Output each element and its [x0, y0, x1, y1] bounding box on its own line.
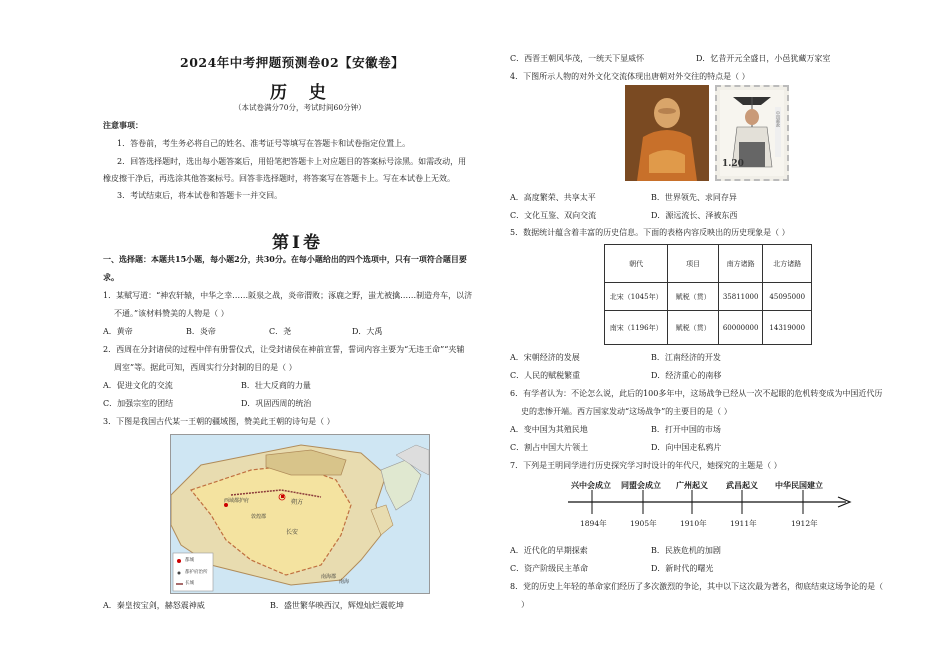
score-note: （本试卷满分70分，考试时间60分钟）	[234, 103, 366, 112]
q1-option-a: A．黄帝	[103, 327, 133, 336]
territory-map	[170, 434, 430, 594]
timeline-event: 同盟会成立	[621, 480, 661, 490]
subject-title: 历 史	[270, 83, 334, 103]
map-label: 西域都护府	[224, 498, 250, 504]
note-item: 橡皮擦干净后，再选涂其他答案标号。回答非选择题时，将答案写在答题卡上。写在本试卷上无效。	[103, 174, 455, 183]
stamp-value: 1.20	[722, 159, 744, 169]
timeline-year: 1894年	[580, 519, 607, 528]
legend-label: 长城	[185, 581, 194, 586]
table-header: 项目	[668, 245, 718, 283]
timeline-event: 广州起义	[676, 480, 708, 490]
timeline-year: 1911年	[730, 519, 757, 528]
statue-graphic	[625, 85, 709, 181]
question-8-text: ）	[521, 600, 529, 609]
q3-option-d: D．忆昔开元全盛日，小邑犹藏万家室	[696, 54, 831, 63]
q2-option-d: D．巩固西周的统治	[241, 399, 312, 408]
q1-option-b: B．炎帝	[186, 327, 216, 336]
legend-label: 都护府治所	[185, 570, 208, 575]
q6-option-c: C．割占中国大片领土	[510, 443, 589, 452]
q1-option-c: C．尧	[269, 327, 292, 336]
q6-option-a: A．变中国为其殖民地	[510, 425, 588, 434]
timeline-event: 武昌起义	[726, 480, 758, 490]
q2-option-c: C．加强宗室的团结	[103, 399, 174, 408]
section-intro: 一、选择题：本题共15小题，每小题2分，共30分。在每小题给出的四个选项中，只有一项符合题目要	[103, 254, 467, 264]
timeline-year: 1910年	[680, 519, 707, 528]
table-cell: 45095000	[763, 283, 812, 311]
question-7-text: 7．下列是王明同学进行历史探究学习时设计的年代尺，她探究的主题是（ ）	[510, 461, 782, 470]
table-cell: 60000000	[718, 311, 763, 345]
table-cell: 14319000	[763, 311, 812, 345]
section-title: 第Ⅰ卷	[272, 233, 323, 253]
table-cell: 赋税（贯）	[668, 283, 718, 311]
table-header: 南方诸路	[718, 245, 763, 283]
map-label: 长安	[286, 529, 299, 536]
q5-option-c: C．人民的赋税繁重	[510, 371, 581, 380]
q7-option-c: C．资产阶级民主革命	[510, 564, 589, 573]
question-6-text: 史的悲惨开端。西方国家发动“这场战争”的主要目的是（ ）	[521, 407, 732, 416]
table-row	[605, 311, 812, 345]
timeline-year: 1905年	[630, 519, 657, 528]
table-header: 北方诸路	[763, 245, 812, 283]
map-graphic	[171, 435, 429, 593]
timeline	[562, 476, 854, 536]
section-intro: 求。	[103, 272, 119, 282]
question-6-text: 6．有学者认为：不论怎么说，此后的100多年中，这场战争已经从一次不起眼的危机转变成为中国近代历	[510, 389, 883, 398]
q7-option-a: A．近代化的早期探索	[510, 546, 588, 555]
map-label: 南海郡	[321, 574, 337, 580]
table-cell: 北宋（1045年）	[605, 283, 668, 311]
q6-option-d: D．向中国走私鸦片	[651, 443, 722, 452]
q4-option-a: A．高度繁荣、共享太平	[510, 193, 596, 202]
question-5-text: 5．数据统计蕴含着丰富的历史信息。下面的表格内容反映出的历史现象是（ ）	[510, 228, 790, 237]
q5-option-d: D．经济重心的南移	[651, 371, 722, 380]
svg-text:南海: 南海	[339, 579, 350, 585]
question-3-text: 3．下图是我国古代某一王朝的疆域图，赞美此王朝的诗句是（ ）	[103, 417, 335, 426]
table-row	[605, 283, 812, 311]
q2-option-b: B．壮大反商的力量	[241, 381, 311, 390]
table-cell: 赋税（贯）	[668, 311, 718, 345]
q7-option-d: D．新时代的曙光	[651, 564, 714, 573]
q4-option-d: D．源远流长、泽被东西	[651, 211, 738, 220]
stamp-country: 中国邮政	[776, 111, 781, 127]
q4-option-c: C．文化互鉴、双向交流	[510, 211, 597, 220]
question-1-text: 不通。”该材料赞美的人物是（ ）	[114, 309, 229, 318]
tax-table	[604, 244, 812, 345]
note-item: 3．考试结束后，将本试卷和答题卡一并交回。	[117, 191, 283, 200]
question-1-text: 1．某赋写道：“神农轩辕，中华之幸……阪泉之战，炎帝渭败；涿鹿之野，蚩尤被擒……制造舟车，以济	[103, 291, 473, 300]
table-cell: 35811000	[718, 283, 763, 311]
q6-option-b: B．打开中国的市场	[651, 425, 721, 434]
question-2-text: 周室”等。据此可知，西周实行分封制的目的是（ ）	[114, 363, 297, 372]
q3-option-b: B．盛世繁华映西汉，辉煌灿烂震乾坤	[270, 601, 404, 610]
question-2-text: 2．西周在分封诸侯的过程中伴有册誓仪式，让受封诸侯在神前宣誓，誓词内容主要为“无违王命”“夹辅	[103, 345, 465, 354]
q7-option-b: B．民族危机的加剧	[651, 546, 721, 555]
exam-title: 2024年中考押题预测卷02【安徽卷】	[180, 55, 405, 70]
notes-heading: 注意事项：	[103, 120, 143, 130]
q3-option-c: C．西晋王朝风华茂，一统天下显威怀	[510, 54, 645, 63]
q2-option-a: A．促进文化的交流	[103, 381, 173, 390]
timeline-event: 中华民国建立	[775, 480, 823, 490]
q4-option-b: B．世界领先、求同存异	[651, 193, 737, 202]
map-label: 朔方	[291, 499, 304, 506]
monk-statue-photo	[625, 85, 709, 181]
table-cell: 南宋（1196年）	[605, 311, 668, 345]
timeline-year: 1912年	[791, 519, 818, 528]
q3-option-a: A．秦皇按宝剑，赫怒震神威	[103, 601, 205, 610]
note-item: 1．答卷前，考生务必将自己的姓名、准考证号等填写在答题卡和试卷指定位置上。	[117, 139, 411, 148]
map-label: 敦煌郡	[251, 514, 267, 520]
q5-option-a: A．宋朝经济的发展	[510, 353, 580, 362]
question-8-text: 8．党的历史上年轻的革命家们经历了多次激烈的争论，其中以下这次最为著名，彻底结束这场争论的是（	[510, 582, 884, 591]
legend-label: 都城	[185, 558, 194, 563]
question-4-text: 4．下图所示人物的对外文化交流体现出唐朝对外交往的特点是（ ）	[510, 72, 750, 81]
q1-option-d: D．大禹	[352, 327, 383, 336]
stamp-image	[715, 85, 789, 181]
table-header: 朝代	[605, 245, 668, 283]
note-item: 2．回答选择题时，选出每小题答案后，用铅笔把答题卡上对应题目的答案标号涂黑。如需改动，用	[117, 157, 467, 166]
q5-option-b: B．江南经济的开发	[651, 353, 721, 362]
timeline-event: 兴中会成立	[571, 480, 611, 490]
